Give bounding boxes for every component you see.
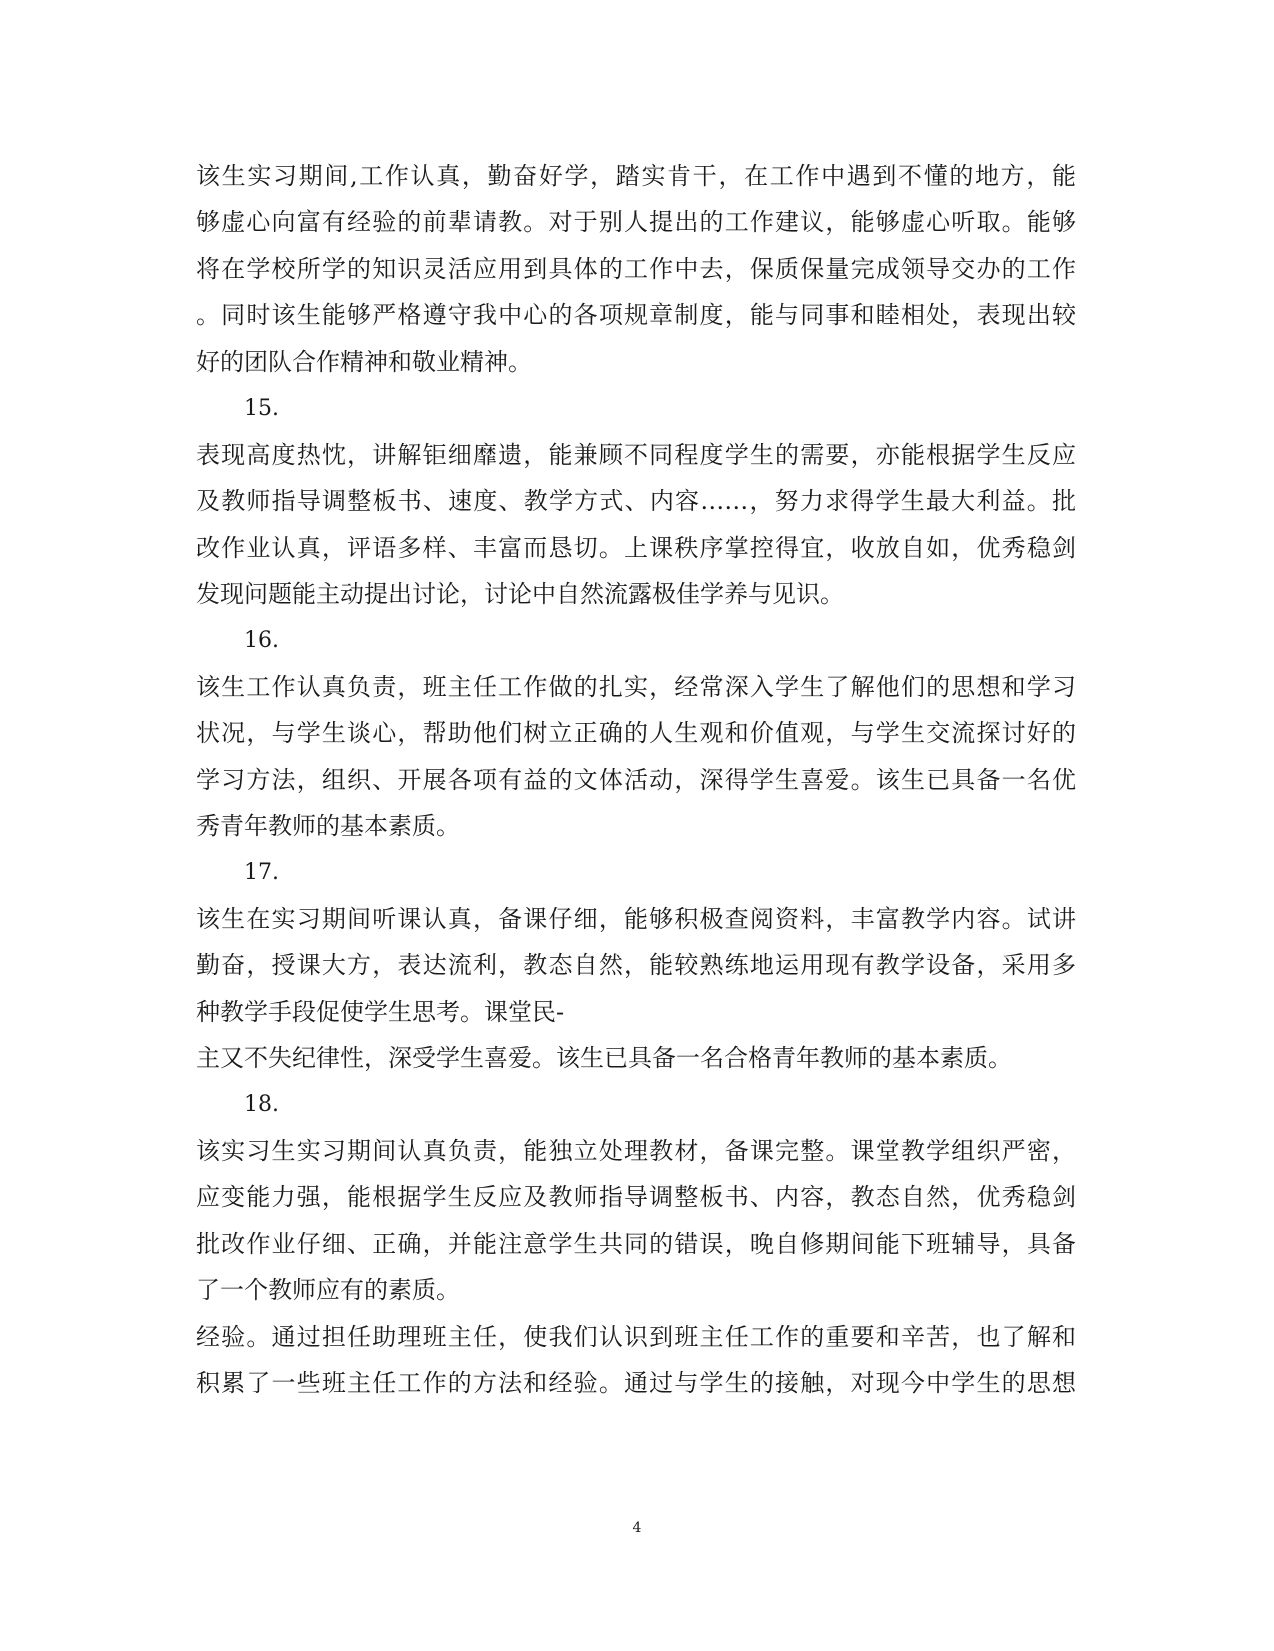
text-line: 批改作业仔细、正确，并能注意学生共同的错误，晚自修期间能下班辅导，具备	[196, 1230, 1076, 1258]
text-line: 该生实习期间,工作认真，勤奋好学，踏实肯干，在工作中遇到不懂的地方，能	[196, 162, 1076, 190]
text-line: 该生工作认真负责，班主任工作做的扎实，经常深入学生了解他们的思想和学习	[196, 673, 1076, 701]
text-line: 。同时该生能够严格遵守我中心的各项规章制度，能与同事和睦相处，表现出较	[196, 301, 1076, 329]
item-number: 18.	[244, 1092, 279, 1117]
text-line: 发现问题能主动提出讨论，讨论中自然流露极佳学养与见识。	[196, 580, 844, 608]
page-number: 4	[632, 1520, 642, 1536]
text-line: 应变能力强，能根据学生反应及教师指导调整板书、内容，教态自然，优秀稳剑	[196, 1183, 1076, 1211]
item-number: 16.	[244, 628, 279, 653]
item-number: 15.	[244, 396, 279, 421]
text-line: 表现高度热忱，讲解钜细靡遗，能兼顾不同程度学生的需要，亦能根据学生反应	[196, 441, 1076, 469]
text-line: 经验。通过担任助理班主任，使我们认识到班主任工作的重要和辛苦，也了解和	[196, 1323, 1076, 1351]
text-line: 主又不失纪律性，深受学生喜爱。该生已具备一名合格青年教师的基本素质。	[196, 1044, 1012, 1072]
text-line: 该生在实习期间听课认真，备课仔细，能够积极查阅资料，丰富教学内容。试讲	[196, 905, 1076, 933]
text-line: 好的团队合作精神和敬业精神。	[196, 348, 532, 376]
text-line: 积累了一些班主任工作的方法和经验。通过与学生的接触，对现今中学生的思想	[196, 1369, 1076, 1397]
text-line: 学习方法，组织、开展各项有益的文体活动，深得学生喜爱。该生已具备一名优	[196, 766, 1076, 794]
text-line: 秀青年教师的基本素质。	[196, 812, 460, 840]
text-line: 该实习生实习期间认真负责，能独立处理教材，备课完整。课堂教学组织严密，	[196, 1137, 1076, 1165]
text-line: 状况，与学生谈心，帮助他们树立正确的人生观和价值观，与学生交流探讨好的	[196, 719, 1076, 747]
text-line: 种教学手段促使学生思考。课堂民-	[196, 998, 565, 1026]
text-line: 将在学校所学的知识灵活应用到具体的工作中去，保质保量完成领导交办的工作	[196, 255, 1076, 283]
text-line: 及教师指导调整板书、速度、教学方式、内容……，努力求得学生最大利益。批	[196, 487, 1076, 515]
text-line: 了一个教师应有的素质。	[196, 1276, 460, 1304]
item-number: 17.	[244, 860, 279, 885]
text-line: 勤奋，授课大方，表达流利，教态自然，能较熟练地运用现有教学设备，采用多	[196, 951, 1076, 979]
text-line: 改作业认真，评语多样、丰富而恳切。上课秩序掌控得宜，收放自如，优秀稳剑	[196, 534, 1076, 562]
text-line: 够虚心向富有经验的前辈请教。对于别人提出的工作建议，能够虚心听取。能够	[196, 208, 1076, 236]
